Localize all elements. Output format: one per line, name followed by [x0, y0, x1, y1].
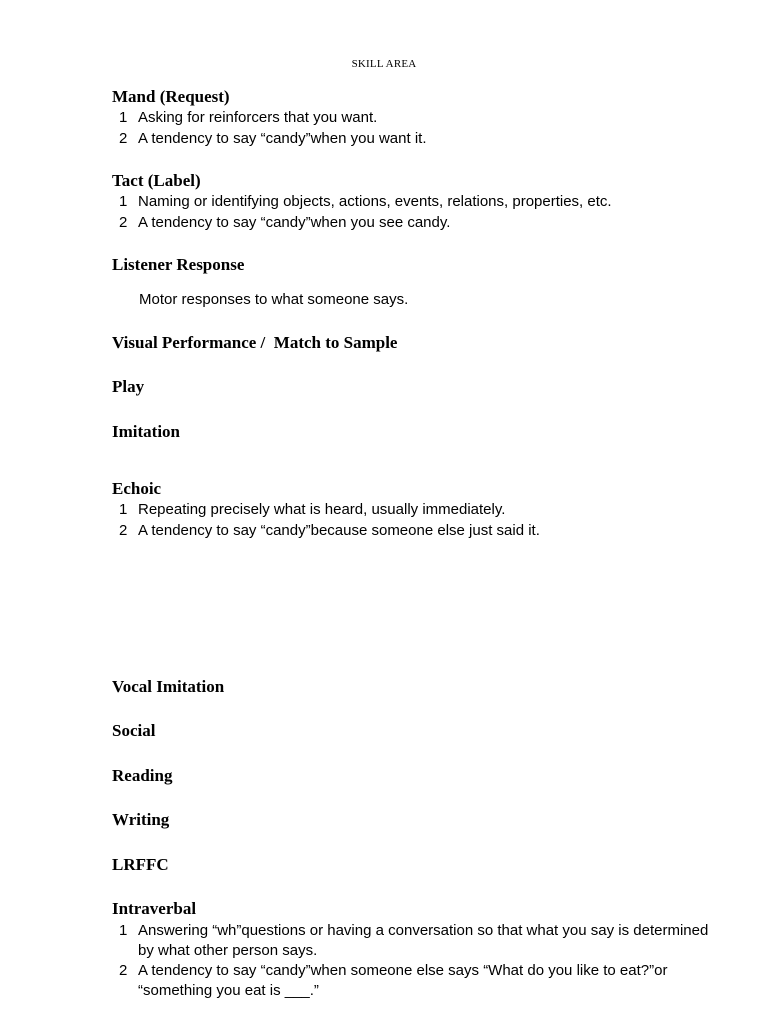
section-heading-writing: Writing [112, 810, 170, 829]
list-item-number: 1 [119, 109, 128, 126]
list-item [119, 213, 719, 233]
list-item-text: A tendency to say “candy”when you want it. [138, 130, 427, 147]
list-item-number: 2 [119, 214, 128, 231]
section-heading-reading: Reading [112, 766, 173, 785]
section-heading-imitation: Imitation [112, 422, 180, 441]
list-item [119, 129, 719, 149]
section-heading-tact: Tact (Label) [112, 171, 201, 190]
section-heading-social: Social [112, 721, 156, 740]
list-item-text: A tendency to say “candy”when someone else says “What do you like to eat?”or “something you eat is ___.” [138, 962, 668, 999]
section-paragraph: Motor responses to what someone says. [139, 291, 409, 308]
page-title: SKILL AREA [351, 58, 417, 70]
list-item-text: A tendency to say “candy”because someone else just said it. [138, 522, 540, 539]
list-item [119, 500, 719, 520]
list-item-number: 2 [119, 962, 128, 979]
list-item-number: 2 [119, 130, 128, 147]
list-item [119, 961, 719, 1001]
section-heading-listener-response: Listener Response [112, 255, 245, 274]
section-heading-intraverbal: Intraverbal [112, 899, 197, 918]
list-item-text: Asking for reinforcers that you want. [138, 109, 378, 126]
list-item [119, 921, 719, 961]
list-item [119, 192, 719, 212]
list-item-text: Repeating precisely what is heard, usually immediately. [138, 501, 506, 518]
section-heading-echoic: Echoic [112, 479, 162, 498]
section-heading-vocal-imitation: Vocal Imitation [112, 677, 225, 696]
list-item-text: Answering “wh”questions or having a conversation so that what you say is determined by what other person says. [138, 922, 709, 959]
list-item-number: 2 [119, 522, 128, 539]
section-heading-lrffc: LRFFC [112, 855, 169, 874]
list-item-text: Naming or identifying objects, actions, events, relations, properties, etc. [138, 193, 612, 210]
section-heading-visual-performance: Visual Performance / Match to Sample [112, 333, 398, 352]
list-item-text: A tendency to say “candy”when you see candy. [138, 214, 451, 231]
list-item-number: 1 [119, 501, 128, 518]
list-item-number: 1 [119, 193, 128, 210]
section-heading-mand: Mand (Request) [112, 87, 230, 106]
list-item [119, 108, 719, 128]
section-heading-play: Play [112, 377, 145, 396]
list-item [119, 521, 719, 541]
list-item-number: 1 [119, 922, 128, 939]
